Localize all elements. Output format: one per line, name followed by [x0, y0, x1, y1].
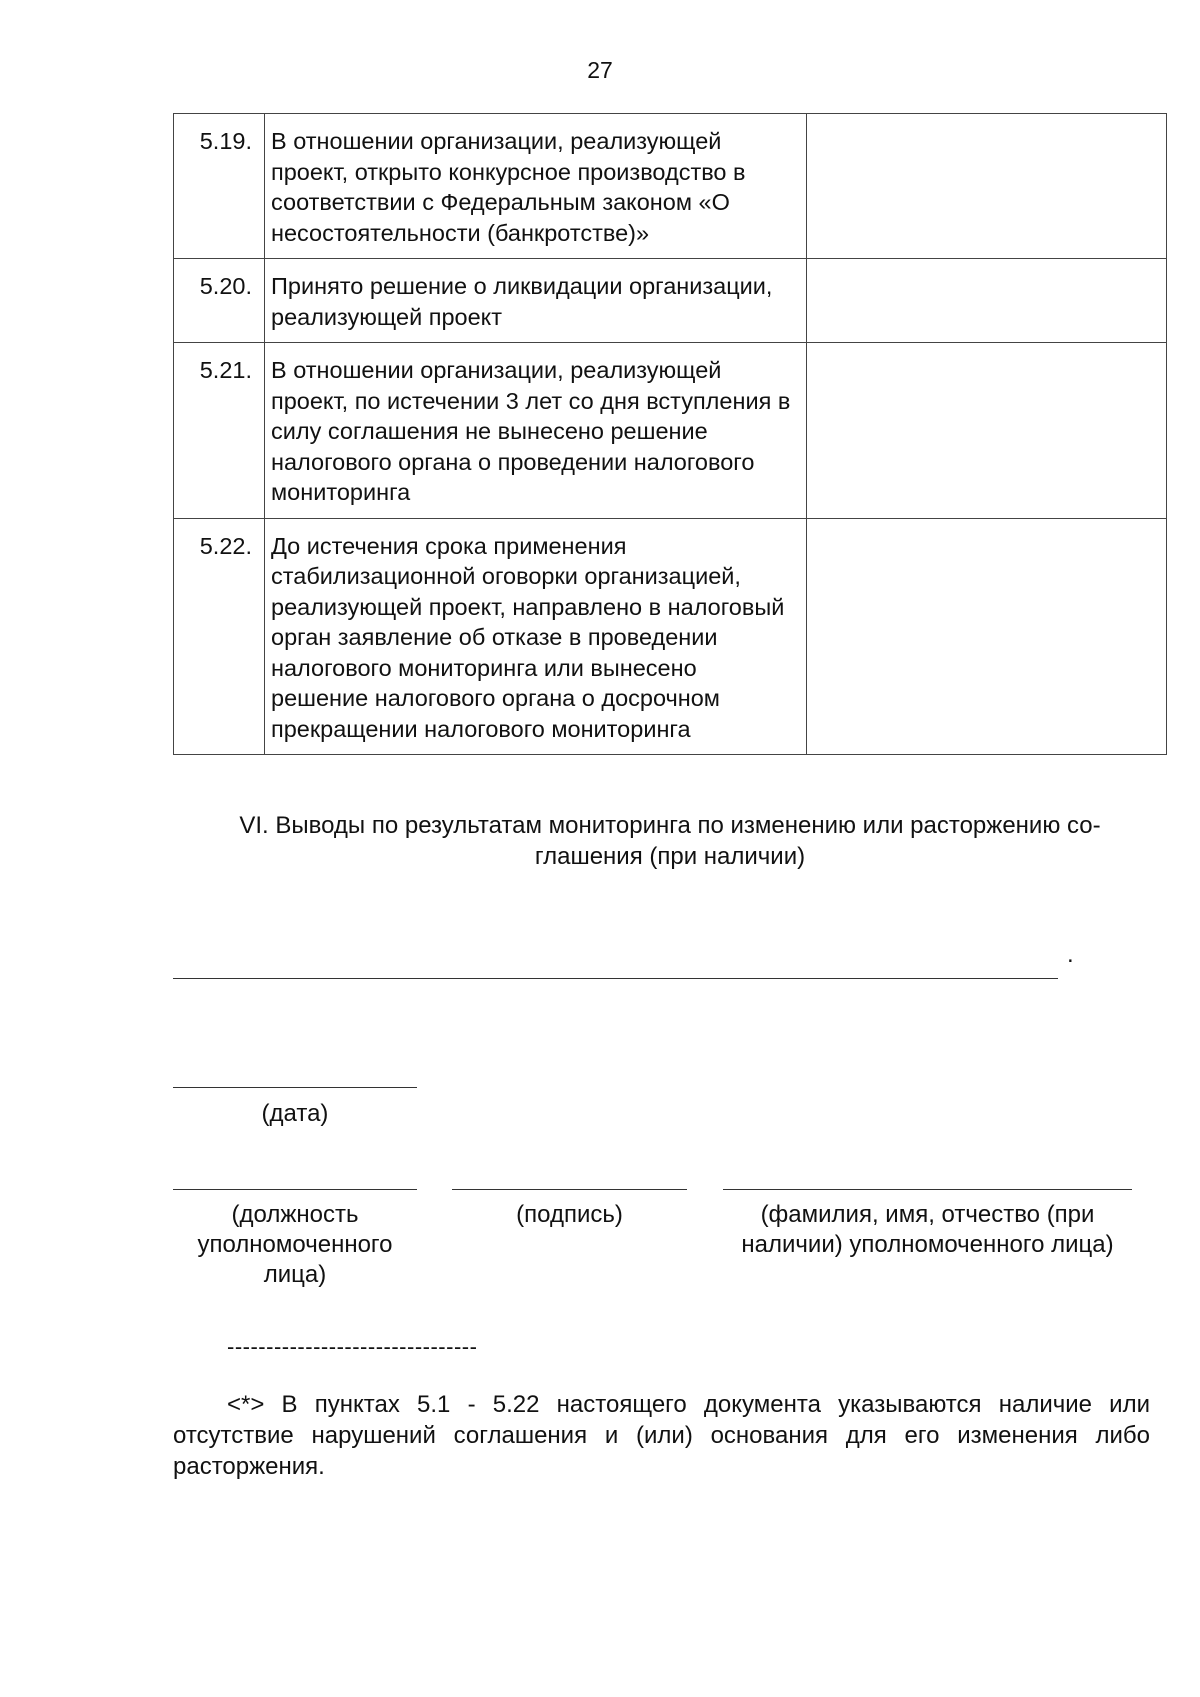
signature-label: (подпись)	[516, 1201, 623, 1228]
table-row	[174, 259, 1167, 343]
table-row	[174, 114, 1167, 259]
signature-fill-line	[452, 1189, 687, 1190]
footnote-text: <*> В пунктах 5.1 - 5.22 настоящего документа указываются наличие или отсутствие нарушений соглашения и (или) основания для его изменения либо расторжения.	[173, 1391, 1150, 1480]
row-text: В отношении организации, реализующей проект, открыто конкурсное производство в соответствии с Федеральным законом «О несостоятельности (банкротстве)»	[265, 114, 807, 259]
section-title-line-1: VI. Выводы по результатам мониторинга по изменению или расторжению со-	[239, 812, 1101, 839]
name-fill-line	[723, 1189, 1132, 1190]
row-text: Принято решение о ликвидации организации, реализующей проект	[265, 259, 807, 343]
footnote-separator: --------------------------------	[227, 1334, 478, 1359]
date-fill-line	[173, 1087, 417, 1088]
conclusion-line-end: .	[1067, 941, 1074, 968]
row-value	[807, 259, 1167, 343]
conclusion-fill-line	[173, 978, 1058, 979]
name-label: (фамилия, имя, отчество (при наличии) уполномоченного лица)	[741, 1201, 1114, 1258]
row-value	[807, 518, 1167, 755]
row-number: 5.21.	[174, 343, 265, 519]
position-fill-line	[173, 1189, 417, 1190]
row-number: 5.19.	[174, 114, 265, 259]
section-title-line-2: глашения (при наличии)	[534, 843, 806, 870]
row-number: 5.20.	[174, 259, 265, 343]
table-row	[174, 343, 1167, 519]
monitoring-table	[173, 113, 1167, 755]
section-title	[173, 810, 1167, 872]
row-value	[807, 343, 1167, 519]
table-row	[174, 518, 1167, 755]
row-number: 5.22.	[174, 518, 265, 755]
row-text: До истечения срока применения стабилизационной оговорки организацией, реализующей проект, направлено в налоговый орган заявление об отказе в проведении налогового мониторинга или вынесено решение налогового органа о досрочном прекращении налогового мониторинга	[265, 518, 807, 755]
row-text: В отношении организации, реализующей проект, по истечении 3 лет со дня вступления в силу соглашения не вынесено решение налогового органа о проведении налогового мониторинга	[265, 343, 807, 519]
row-value	[807, 114, 1167, 259]
position-label: (должность уполномоченного лица)	[197, 1201, 393, 1288]
page-number: 27	[587, 57, 613, 83]
date-label: (дата)	[261, 1100, 329, 1127]
